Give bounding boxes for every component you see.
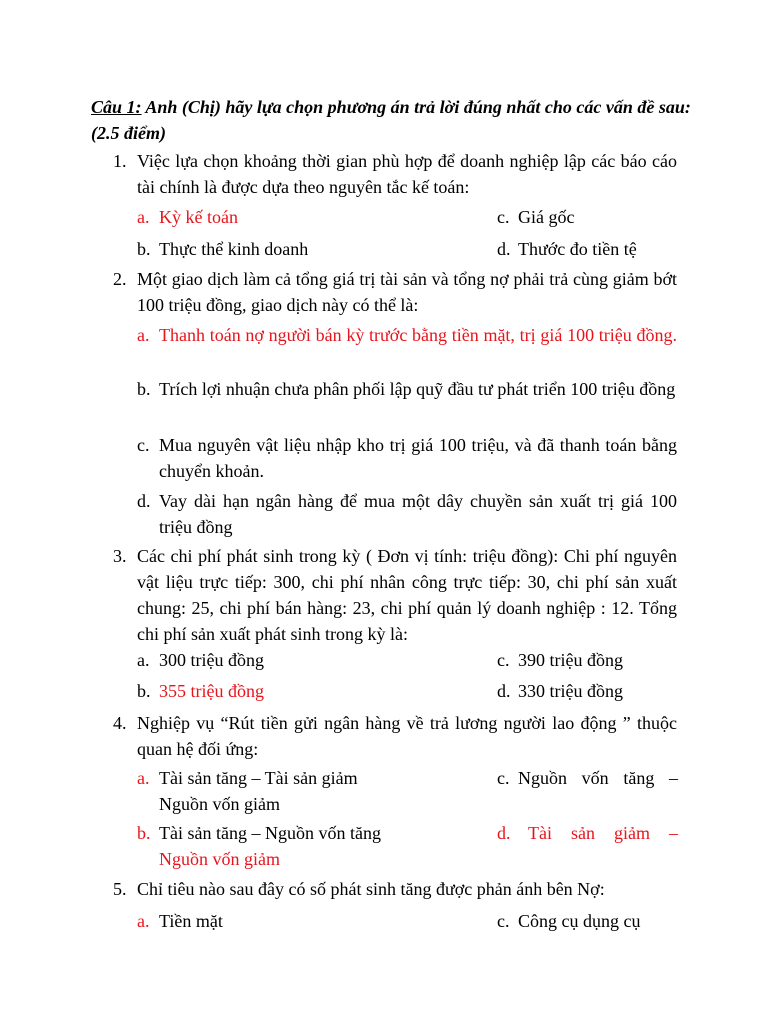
option-letter: d. <box>137 491 151 511</box>
option-letter: b. <box>137 681 151 701</box>
option-text: Nguồn vốn tăng – <box>518 768 678 788</box>
option-text-line1: Tài sản tăng – Nguồn vốn tăng <box>159 823 381 843</box>
option-letter: d. <box>497 823 511 843</box>
option-letter: c. <box>497 768 510 788</box>
option-text: 300 triệu đồng <box>159 650 264 670</box>
question-number: 1. <box>113 151 127 171</box>
option-text: 355 triệu đồng <box>159 681 264 701</box>
option-letter: c. <box>137 435 150 455</box>
option-letter: a. <box>137 650 150 670</box>
option-text: Vay dài hạn ngân hàng để mua một dây chuyền sản xuất trị giá 100 triệu đồng <box>159 491 677 537</box>
option-letter: b. <box>137 823 151 843</box>
option-letter: b. <box>137 239 151 259</box>
option-text-line1: Tài sản tăng – Tài sản giảm <box>159 768 358 788</box>
question-text: Một giao dịch làm cả tổng giá trị tài sản và tổng nợ phải trả cùng giảm bớt 100 triệu đồng, giao dịch này có thể là: <box>137 269 677 315</box>
option-text: Mua nguyên vật liệu nhập kho trị giá 100 triệu, và đã thanh toán bằng chuyển khoản. <box>159 435 677 481</box>
option-letter: a. <box>137 911 150 931</box>
option-text: Thanh toán nợ người bán kỳ trước bằng tiền mặt, trị giá 100 triệu đồng. <box>159 325 677 345</box>
option-text: 390 triệu đồng <box>518 650 623 670</box>
option-text: Tiền mặt <box>159 911 223 931</box>
option-letter: b. <box>137 379 151 399</box>
question-text: Việc lựa chọn khoảng thời gian phù hợp để doanh nghiệp lập các báo cáo tài chính là được dựa theo nguyên tắc kế toán: <box>137 151 677 197</box>
option-text: Tài sản giảm – <box>528 823 678 843</box>
question-text: Các chi phí phát sinh trong kỳ ( Đơn vị tính: triệu đồng): Chi phí nguyên vật liệu trực tiếp: 300, chi phí nhân công trực tiếp: 30, chi phí sản xuất chung: 25, chi phí bán hàng: 23, chi phí quản lý doanh nghiệp : 12. Tổng chi phí sản xuất phát sinh trong kỳ là: <box>137 546 677 644</box>
option-letter: c. <box>497 650 510 670</box>
option-text-line2: Nguồn vốn giảm <box>159 849 280 869</box>
option-text: Giá gốc <box>518 207 575 227</box>
option-letter: d. <box>497 239 511 259</box>
question-number: 3. <box>113 546 127 566</box>
heading-text: Anh (Chị) hãy lựa chọn phương án trả lời đúng nhất cho các vấn đề sau: (2.5 điểm) <box>91 97 691 143</box>
option-text: Kỳ kế toán <box>159 207 238 227</box>
option-text: 330 triệu đồng <box>518 681 623 701</box>
question-number: 2. <box>113 269 127 289</box>
heading-label: Câu 1: <box>91 97 142 117</box>
question-number: 4. <box>113 713 127 733</box>
option-text-line2: Nguồn vốn giảm <box>159 794 280 814</box>
option-letter: a. <box>137 768 150 788</box>
option-text: Thực thể kinh doanh <box>159 239 309 259</box>
section-heading <box>91 94 691 146</box>
question-text: Chỉ tiêu nào sau đây có số phát sinh tăng được phản ánh bên Nợ: <box>137 879 605 899</box>
option-text: Thước đo tiền tệ <box>518 239 637 259</box>
option-letter: c. <box>497 911 510 931</box>
question-text: Nghiệp vụ “Rút tiền gửi ngân hàng về trả lương người lao động ” thuộc quan hệ đối ứng: <box>137 713 677 759</box>
option-text: Trích lợi nhuận chưa phân phối lập quỹ đầu tư phát triển 100 triệu đồng <box>159 379 676 399</box>
option-text: Công cụ dụng cụ <box>518 911 641 931</box>
option-letter: d. <box>497 681 511 701</box>
option-letter: a. <box>137 207 150 227</box>
option-letter: c. <box>497 207 510 227</box>
question-number: 5. <box>113 879 127 899</box>
option-letter: a. <box>137 325 150 345</box>
